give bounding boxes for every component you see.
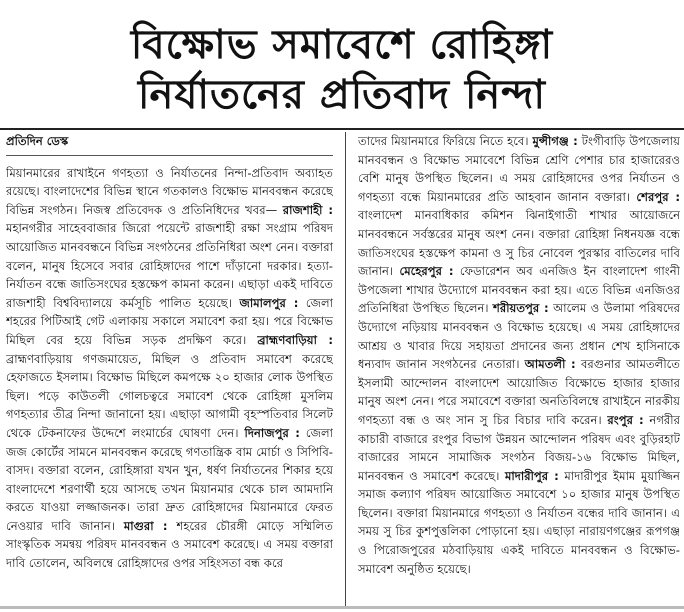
article-body-left — [6, 164, 333, 573]
page-bottom-edge — [0, 600, 684, 612]
desk-label: প্রতিদিন ডেস্ক — [6, 134, 69, 148]
article-column-left — [6, 132, 333, 606]
paragraph-segment: মাদারীপুর ইমাম মুয়াজ্জিন সমাজ কল্যাণ পরিষদ আয়োজিত সমাবেশে ১০ হাজার মানুষ উপস্থিত ছিলেন। বক্তারা মিয়ানমারে গণহত্যা ও নির্যাতন বন্ধের দাবি জানান। এ সময় সু চির কুশপুত্তলিকা পোড়ানো হয়। এছাড়া নারায়ণগঞ্জের রূপগঞ্জ ও পিরোজপুরের মঠবাড়িয়ায় একই দাবিতে মানববন্ধন ও বিক্ষোভ-সমাবেশ অনুষ্ঠিত হয়েছে। — [358, 468, 680, 576]
headline-line-1: বিক্ষোভ সমাবেশে রোহিঙ্গা — [130, 22, 554, 68]
paragraph-segment: জেলা শহরের পিটিআই গেট এলাকায় সকালে সমাবেশ করা হয়। পরে বিক্ষোভ মিছিল বের হয়ে বিভিন্ন সড়ক প্রদক্ষিণ করে। — [6, 295, 333, 347]
paragraph-segment: মিয়ানমারের রাখাইনে গণহত্যা ও নির্যাতনের নিন্দা-প্রতিবাদ অব্যাহত রয়েছে। বাংলাদেশের বিভিন্ন স্থানে গতকালও বিক্ষোভ মানববন্ধন করেছে বিভিন্ন সংগঠন। নিজস্ব প্রতিবেদক ও প্রতিনিধিদের খবর— — [6, 165, 333, 217]
paragraph-segment: নগরীর কাচারী বাজারে রংপুর বিভাগ উন্নয়ন আন্দোলন পরিষদ এবং বুড়িরহাট বাজারের সামনে সামাজিক সংগঠন বিজয়-১৬ বিক্ষোভ মিছিল, মানববন্ধন ও সমাবেশ করেছে। — [358, 412, 680, 483]
paragraph-segment: মহানগরীর সাহেববাজার জিরো পয়েন্টে রাজশাহী রক্ষা সংগ্রাম পরিষদ আয়োজিত মানববন্ধনে বিভিন্ন সংগঠনের প্রতিনিধিরা অংশ নেন। বক্তারা বলেন, মানুষ হিসেবে সবার রোহিঙ্গাদের পাশে দাঁড়ানো দরকার। হত্যা-নির্যাতন বন্ধে জাতিসংঘের হস্তক্ষেপ কামনা করেন। এছাড়া একই দাবিতে রাজশাহী বিশ্ববিদ্যালয়ে কর্মসূচি পালিত হয়েছে। — [6, 221, 333, 310]
paragraph-segment: ব্রাহ্মণবাড়িয়ায় গণজমায়েত, মিছিল ও প্রতিবাদ সমাবেশ করেছে হেফাজতে ইসলাম। বিক্ষোভ মিছিলে কমপক্ষে ২০ হাজার লোক উপস্থিত ছিল। পড়ে কাউতলী গোলচত্বরে সমাবেশ থেকে রোহিঙ্গা মুসলিম গণহত্যার তীব্র নিন্দা জানানো হয়। এছাড়া আগামী বৃহস্পতিবার সিলেট থেকে টেকনাফের উদ্দেশে লংমার্চের ঘোষণা দেন। — [6, 351, 333, 440]
article-column-right — [358, 132, 680, 606]
headline-line-2: নির্যাতনের প্রতিবাদ নিন্দা — [138, 72, 546, 118]
column-divider — [345, 132, 346, 606]
article-body-right — [358, 132, 680, 578]
location-label: মুন্সীগঞ্জ : — [532, 134, 578, 148]
paragraph-segment: ফেডারেশন অব এনজিও ইন বাংলাদেশ গাংনী উপজেলা শাখার উদ্যোগে মানববন্ধন করা হয়। এতে বিভিন্ন এনজিওর প্রতিনিধিরা উপস্থিত ছিলেন। — [358, 264, 680, 316]
location-label: শেরপুর : — [636, 189, 680, 204]
location-label: জামালপুর : — [239, 295, 299, 310]
paragraph-segment: বাংলাদেশ মানবাধিকার কমিশন ঝিনাইগাতী শাখার আয়োজনে মানববন্ধনে সর্বস্তরের মানুষ অংশ নেন। বক্তারা রোহিঙ্গা নিধনযজ্ঞ বন্ধে জাতিসংঘের হস্তক্ষেপ কামনা ও সু চির নোবেল পুরস্কার বাতিলের দাবি জানান। — [358, 208, 680, 279]
location-label: মেহেরপুর : — [399, 264, 454, 279]
location-label: ব্রাহ্মণবাড়িয়া : — [257, 332, 333, 347]
desk-rule — [6, 155, 333, 156]
cropped-next-line — [0, 606, 684, 609]
location-label: দিনাজপুর : — [244, 425, 300, 440]
location-label: মাগুরা : — [123, 518, 168, 533]
paragraph-segment: জেলা জজ কোর্টের সামনে মানববন্ধন করেছে গণতান্ত্রিক বাম মোর্চা ও সিপিবি-বাসদ। বক্তারা বলেন, রোহিঙ্গারা যখন খুন, ধর্ষণ নির্যাতনের শিকার হয়ে বাংলাদেশে শরণার্থী হয়ে আসছে তখন মিয়ানমার থেকে চাল আমদানি করতে যাওয়া লজ্জাজনক। তারা দ্রুত রোহিঙ্গাদের মিয়ানমারে ফেরত নেওয়ার দাবি জানান। — [6, 425, 333, 533]
location-label: শরীয়তপুর : — [492, 301, 549, 316]
headline — [0, 0, 684, 120]
paragraph-segment: আলেম ও উলামা পরিষদের উদ্যোগে নড়িয়ায় মানববন্ধন ও বিক্ষোভ হয়েছে। এ সময় রোহিঙ্গাদের আশ্রয় ও খাবার দিয়ে সহায়তা প্রদানের জন্য প্রধান শেখ হাসিনাকে ধন্যবাদ জানান সংগঠনের নেতারা। — [358, 301, 680, 372]
paragraph-segment: শহরের চৌরঙ্গী মোড়ে সম্মিলিত সাংস্কৃতিক সমন্বয় পরিষদ মানববন্ধন ও সমাবেশ করেছে। এ সময় বক্তারা দাবি তোলেন, অবিলম্বে রোহিঙ্গাদের ওপর সহিংসতা বন্ধ করে — [6, 518, 333, 571]
location-label: রংপুর : — [607, 412, 644, 427]
location-label: মাদারীপুর : — [504, 468, 559, 483]
paragraph-segment: বরগুনার আমতলীতে ইসলামী আন্দোলন বাংলাদেশ আয়োজিত বিক্ষোভে হাজার হাজার মানুষ অংশ নেন। পরে সমাবেশে বক্তারা অনতিবিলম্বে রাখাইনে নারকীয় গণহত্যা বন্ধ ও অং সান সু চির বিচার দাবি করেন। — [358, 357, 680, 427]
headline-rule — [0, 128, 684, 130]
paragraph-segment: তাদের মিয়ানমারে ফিরিয়ে নিতে হবে। — [358, 134, 533, 148]
paragraph-segment: টংগীবাড়ি উপজেলায় মানববন্ধন ও বিক্ষোভ সমাবেশে বিভিন্ন শ্রেণি পেশার চার হাজারেরও বেশি মানুষ উপস্থিত ছিলেন। এ সময় রোহিঙ্গাদের ওপর নির্যাতন ও গণহত্যা বন্ধে মিয়ানমারের প্রতি আহবান জানান বক্তারা। — [358, 134, 680, 204]
location-label: আমতলী : — [524, 357, 576, 372]
location-label: রাজশাহী : — [282, 202, 333, 217]
